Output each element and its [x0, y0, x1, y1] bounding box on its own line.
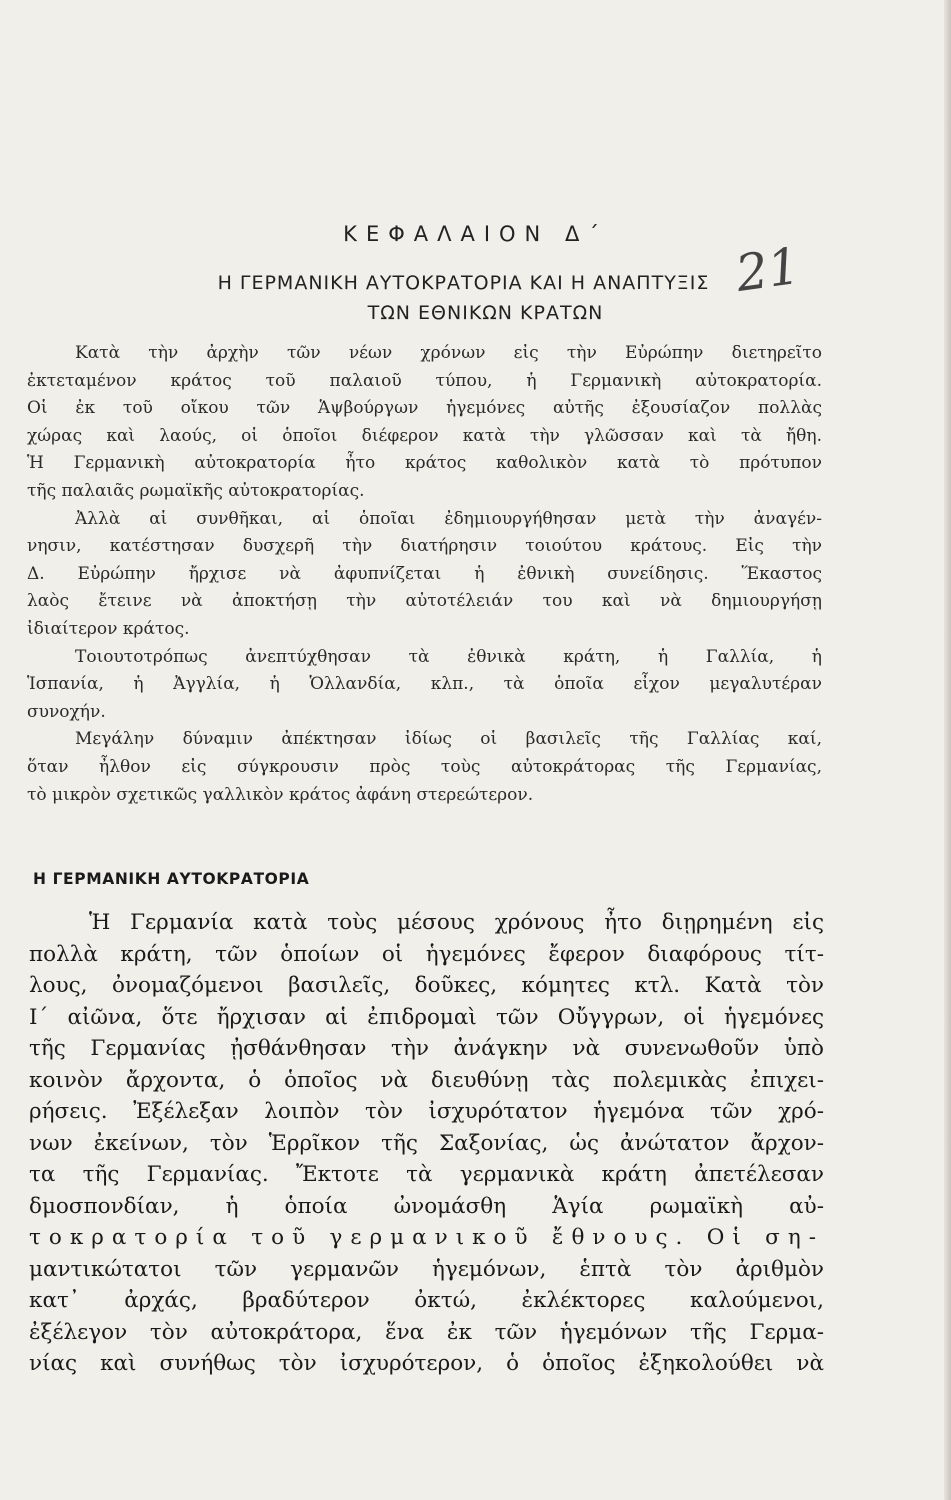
text-line: Ἡ Γερμανία κατὰ τοὺς μέσους χρόνους ἦτο διῃρημένη εἰς	[89, 910, 824, 935]
handwritten-page-number: 21	[732, 236, 804, 303]
chapter-heading: ΚΕΦΑΛΑΙΟΝ Δ΄	[343, 222, 608, 246]
text-line: ρήσεις. Ἐξέλεξαν λοιπὸν τὸν ἰσχυρότατον ἡγεμόνα τῶν χρό-	[29, 1099, 824, 1124]
text-line: Ἀλλὰ αἱ συνθῆκαι, αἱ ὁποῖαι ἐδημιουργήθησαν μετὰ τὴν ἀναγέν-	[75, 508, 822, 529]
text-line: τῆς παλαιᾶς ρωμαϊκῆς αὐτοκρατορίας.	[27, 480, 365, 501]
text-line: συνοχήν.	[27, 701, 106, 722]
text-line: Κατὰ τὴν ἀρχὴν τῶν νέων χρόνων εἰς τὴν Εὐρώπην διετηρεῖτο	[75, 343, 822, 363]
text-line: ἰδιαίτερον κράτος.	[27, 618, 190, 639]
text-line: μαντικώτατοι τῶν γερμανῶν ἡγεμόνων, ἑπτὰ τὸν ἀριθμὸν	[29, 1256, 824, 1282]
text-line: τοκρατορία τοῦ γερμανικοῦ ἔθνους. Οἱ ση-	[29, 1225, 824, 1250]
text-line: νησιν, κατέστησαν δυσχερῆ τὴν διατήρησιν τοιούτου κράτους. Εἰς τὴν	[27, 536, 822, 557]
text-line: Δ. Εὐρώπην ἤρχισε νὰ ἀφυπνίζεται ἡ ἐθνικὴ συνείδησις. Ἕκαστος	[27, 563, 822, 584]
text-line: τῆς Γερμανίας ᾐσθάνθησαν τὴν ἀνάγκην νὰ συνενωθοῦν ὑπὸ	[29, 1036, 824, 1061]
text-line: ἐκτεταμένον κράτος τοῦ παλαιοῦ τύπου, ἡ Γερμανικὴ αὐτοκρατορία.	[27, 370, 822, 391]
text-line: Ἱσπανία, ἡ Ἀγγλία, ἡ Ὁλλανδία, κλπ., τὰ ὁποῖα εἶχον μεγαλυτέραν	[27, 674, 822, 695]
text-line: τα τῆς Γερμανίας. Ἔκτοτε τὰ γερμανικὰ κράτη ἀπετέλεσαν	[29, 1162, 824, 1187]
text-line: νίας καὶ συνήθως τὸν ἰσχυρότερον, ὁ ὁποῖος ἐξηκολούθει νὰ	[29, 1351, 824, 1376]
text-line: Ἡ Γερμανικὴ αὐτοκρατορία ἦτο κράτος καθολικὸν κατὰ τὸ πρότυπον	[27, 453, 822, 474]
chapter-title-line-2: ΤΩΝ ΕΘΝΙΚΩΝ ΚΡΑΤΩΝ	[367, 302, 604, 324]
text-line: λαὸς ἔτεινε νὰ ἀποκτήσῃ τὴν αὐτοτέλειάν του καὶ νὰ δημιουργήσῃ	[27, 591, 822, 612]
text-line: χώρας καὶ λαούς, οἱ ὁποῖοι διέφερον κατὰ τὴν γλῶσσαν καὶ τὰ ἤθη.	[27, 425, 822, 446]
text-line: τὸ μικρὸν σχετικῶς γαλλικὸν κράτος ἀφάνη στερεώτερον.	[27, 784, 534, 805]
section-text	[29, 907, 824, 1380]
text-line: ἐξέλεγον τὸν αὐτοκράτορα, ἕνα ἐκ τῶν ἡγεμόνων τῆς Γερμα-	[29, 1319, 824, 1345]
text-line: πολλὰ κράτη, τῶν ὁποίων οἱ ἡγεμόνες ἔφερον διαφόρους τίτ-	[29, 941, 824, 967]
chapter-title-line-1: Η ΓΕΡΜΑΝΙΚΗ ΑΥΤΟΚΡΑΤΟΡΙΑ ΚΑΙ Η ΑΝΑΠΤΥΞΙΣ	[217, 272, 710, 294]
text-line: ὅταν ἦλθον εἰς σύγκρουσιν πρὸς τοὺς αὐτοκράτορας τῆς Γερμανίας,	[27, 756, 822, 777]
text-line: Μεγάλην δύναμιν ἀπέκτησαν ἰδίως οἱ βασιλεῖς τῆς Γαλλίας καί,	[75, 729, 822, 750]
text-line: Οἱ ἐκ τοῦ οἴκου τῶν Ἁψβούργων ἡγεμόνες αὐτῆς ἐξουσίαζον πολλὰς	[27, 398, 822, 419]
text-line: νων ἐκείνων, τὸν Ἑρρῖκον τῆς Σαξονίας, ὡς ἀνώτατον ἄρχον-	[29, 1130, 824, 1156]
intro-text	[27, 340, 822, 809]
text-line: Τοιουτοτρόπως ἀνεπτύχθησαν τὰ ἐθνικὰ κράτη, ἡ Γαλλία, ἡ	[75, 646, 822, 667]
text-line: λους, ὀνομαζόμενοι βασιλεῖς, δοῦκες, κόμητες κτλ. Κατὰ τὸν	[29, 973, 824, 998]
text-line: κοινὸν ἄρχοντα, ὁ ὁποῖος νὰ διευθύνῃ τὰς πολεμικὰς ἐπιχει-	[29, 1067, 824, 1093]
text-line: κατ᾽ ἀρχάς, βραδύτερον ὀκτώ, ἐκλέκτορες καλούμενοι,	[29, 1288, 824, 1313]
text-line: δμοσπονδίαν, ἡ ὁποία ὠνομάσθη Ἁγία ρωμαϊκὴ αὐ-	[29, 1193, 824, 1219]
section-heading: Η ΓΕΡΜΑΝΙΚΗ ΑΥΤΟΚΡΑΤΟΡΙΑ	[33, 870, 310, 888]
text-line: Ι΄ αἰῶνα, ὅτε ἤρχισαν αἱ ἐπιδρομαὶ τῶν Οὔγγρων, οἱ ἡγεμόνες	[29, 1004, 824, 1030]
